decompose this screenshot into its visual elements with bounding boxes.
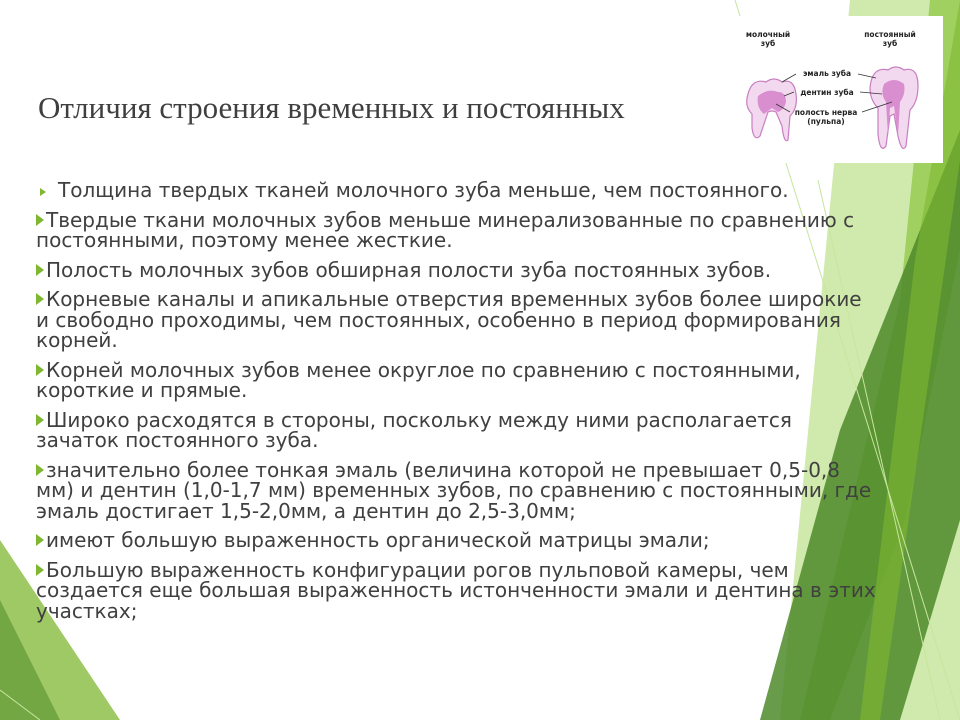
- permanent-tooth-icon: [870, 67, 918, 148]
- label-primary-line2: зуб: [760, 39, 776, 48]
- bullet-item: [36, 407, 876, 452]
- slide-title: Отличия строения временных и постоянных: [38, 90, 625, 125]
- bullet-item: [36, 257, 876, 282]
- bullet-text: Корней молочных зубов менее округлое по сравнению с постоянными, короткие и прямые.: [36, 357, 801, 402]
- bullet-item: [36, 357, 876, 402]
- bullet-text: Полость молочных зубов обширная полости зуба постоянных зубов.: [46, 257, 772, 282]
- bullet-item: [36, 289, 876, 351]
- bullet-arrow-icon: [36, 464, 44, 476]
- bullet-item: [36, 180, 876, 201]
- bullet-text: Толщина твердых тканей молочного зуба меньше, чем постоянного.: [58, 178, 789, 202]
- bullet-arrow-icon: [36, 264, 44, 276]
- primary-tooth-icon: [747, 79, 797, 141]
- tooth-drawings: [738, 16, 943, 163]
- bullet-arrow-icon: [36, 414, 44, 426]
- bullet-item: [36, 557, 876, 623]
- bullet-text: имеют большую выраженность органической матрицы эмали;: [46, 528, 710, 552]
- bullet-text: Корневые каналы и апикальные отверстия временных зубов более широкие и свободно проходимы, чем постоянных, особенно в период формирования корней.: [36, 287, 862, 352]
- label-permanent-line2: зуб: [882, 39, 898, 48]
- bullet-text: Большую выраженность конфигурации рогов пульповой камеры, чем создается еще большая выраженность истонченности эмали и дентина в этих участках;: [36, 557, 876, 623]
- label-permanent-line1: постоянный: [864, 30, 916, 39]
- bullet-text: значительно более тонкая эмаль (величина которой не превышает 0,5-0,8 мм) и дентин (1,0-1,7 мм) временных зубов, по сравнению с постоянными, где эмаль достигает 1,5-2,0мм, а дентин до 2,5-3,0мм;: [36, 457, 872, 523]
- bullet-item: [36, 207, 876, 252]
- bullet-arrow-icon: [36, 293, 44, 305]
- bullet-arrow-icon: [36, 214, 44, 226]
- bullet-arrow-icon: [40, 188, 46, 196]
- bullet-list: [36, 180, 876, 630]
- bullet-arrow-icon: [36, 564, 44, 576]
- pointer-enamel-left: [782, 74, 796, 82]
- bullet-arrow-icon: [36, 364, 44, 376]
- bullet-text: Твердые ткани молочных зубов меньше минерализованные по сравнению с постоянными, поэтому менее жесткие.: [36, 207, 855, 252]
- tooth-diagram: [738, 16, 943, 163]
- bullet-item: [36, 457, 876, 523]
- bullet-item: [36, 530, 876, 551]
- bullet-text: Широко расходятся в стороны, поскольку между ними располагается зачаток постоянного зуба.: [36, 407, 792, 452]
- label-dentin: дентин зуба: [800, 88, 854, 97]
- label-pulp-line1: полость нерва: [794, 108, 858, 117]
- label-enamel: эмаль зуба: [802, 69, 852, 78]
- label-primary-line1: молочный: [745, 30, 791, 39]
- bullet-arrow-icon: [36, 534, 44, 546]
- label-pulp-line2: (пульпа): [807, 117, 845, 126]
